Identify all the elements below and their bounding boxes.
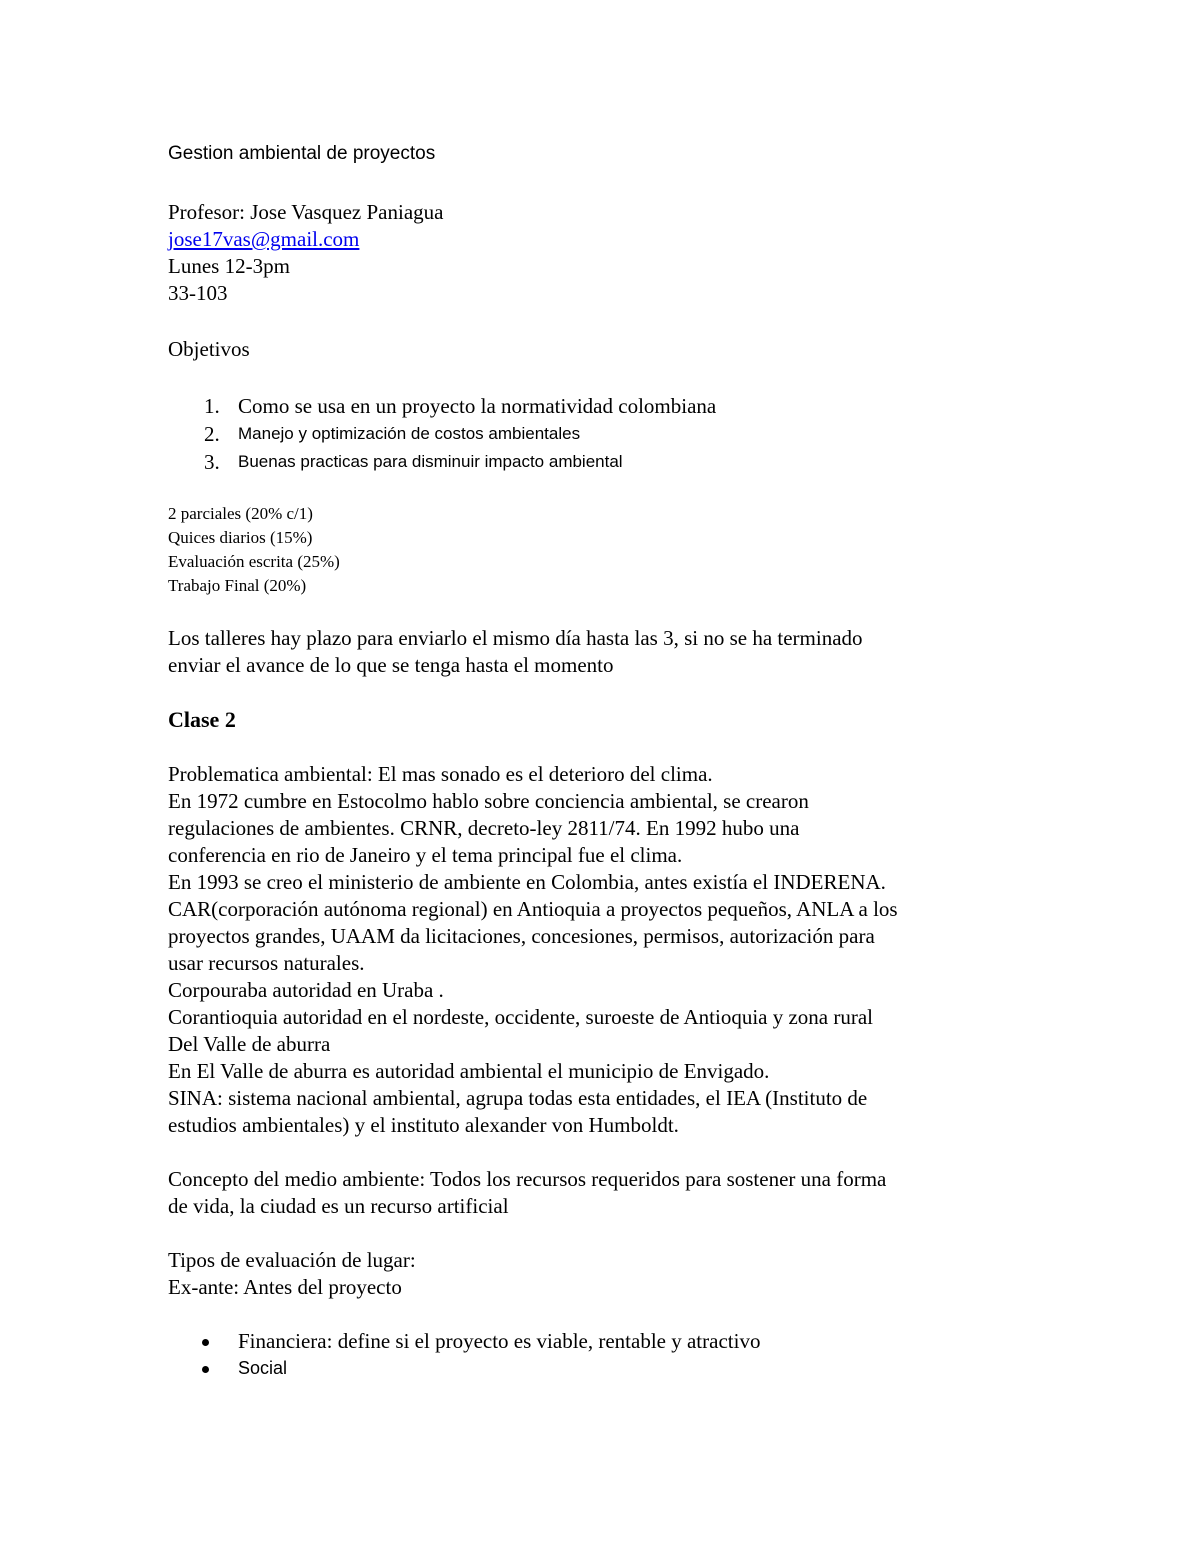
class2-line: Del Valle de aburra <box>168 1032 331 1056</box>
professor-line: Profesor: Jose Vasquez Paniagua <box>168 200 444 224</box>
document-title: Gestion ambiental de proyectos <box>168 143 436 164</box>
class2-line: CAR(corporación autónoma regional) en Antioquia a proyectos pequeños, ANLA a los <box>168 897 898 921</box>
objective-item <box>168 448 1048 476</box>
workshops-note <box>168 625 1048 679</box>
room: 33-103 <box>168 281 228 305</box>
professor-info <box>168 199 1048 307</box>
bullet-item <box>168 1328 1048 1355</box>
workshops-note-line: enviar el avance de lo que se tenga hasta el momento <box>168 653 614 677</box>
ex-ante-line: Ex-ante: Antes del proyecto <box>168 1275 402 1299</box>
schedule: Lunes 12-3pm <box>168 254 290 278</box>
workshops-note-line: Los talleres hay plazo para enviarlo el mismo día hasta las 3, si no se ha terminado <box>168 626 863 650</box>
grading-item: Trabajo Final (20%) <box>168 576 307 595</box>
concept-line: Concepto del medio ambiente: Todos los recursos requeridos para sostener una forma <box>168 1167 887 1191</box>
evaluation-bullets <box>168 1328 1048 1381</box>
document-content <box>168 140 1048 1381</box>
grading-item: Quices diarios (15%) <box>168 528 313 547</box>
class2-line: estudios ambientales) y el instituto alexander von Humboldt. <box>168 1113 679 1137</box>
objective-text: Como se usa en un proyecto la normatividad colombiana <box>238 394 717 418</box>
bullet-item <box>168 1355 1048 1381</box>
class2-line: Corantioquia autoridad en el nordeste, occidente, suroeste de Antioquia y zona rural <box>168 1005 874 1029</box>
class2-line: En 1993 se creo el ministerio de ambiente en Colombia, antes existía el INDERENA. <box>168 870 886 894</box>
objective-number: 3. <box>204 450 220 474</box>
class2-line: Corpouraba autoridad en Uraba . <box>168 978 444 1002</box>
class2-line: Problematica ambiental: El mas sonado es el deterioro del clima. <box>168 762 713 786</box>
class2-line: regulaciones de ambientes. CRNR, decreto-ley 2811/74. En 1992 hubo una <box>168 816 800 840</box>
objective-item <box>168 392 1048 420</box>
objective-text: Buenas practicas para disminuir impacto ambiental <box>238 452 623 471</box>
bullet-icon <box>202 1366 209 1373</box>
objective-number: 1. <box>204 394 220 418</box>
bullet-icon <box>202 1339 209 1346</box>
evaluation-heading: Tipos de evaluación de lugar: <box>168 1248 416 1272</box>
grading-item: Evaluación escrita (25%) <box>168 552 340 571</box>
bullet-text: Financiera: define si el proyecto es viable, rentable y atractivo <box>238 1329 761 1353</box>
objectives-heading: Objetivos <box>168 337 250 361</box>
class2-heading: Clase 2 <box>168 707 236 732</box>
email-link[interactable]: jose17vas@gmail.com <box>168 227 360 251</box>
grading-item: 2 parciales (20% c/1) <box>168 504 313 523</box>
class2-line: proyectos grandes, UAAM da licitaciones, concesiones, permisos, autorización para <box>168 924 875 948</box>
bullet-text: Social <box>238 1358 288 1378</box>
evaluation-section <box>168 1247 1048 1301</box>
class2-line: En 1972 cumbre en Estocolmo hablo sobre conciencia ambiental, se crearon <box>168 789 809 813</box>
class2-line: En El Valle de aburra es autoridad ambiental el municipio de Envigado. <box>168 1059 770 1083</box>
class2-line: usar recursos naturales. <box>168 951 365 975</box>
concept-line: de vida, la ciudad es un recurso artificial <box>168 1194 509 1218</box>
class2-body <box>168 761 1048 1139</box>
objectives-list <box>168 392 1048 476</box>
objective-number: 2. <box>204 422 220 446</box>
environment-concept <box>168 1166 1048 1220</box>
class2-line: SINA: sistema nacional ambiental, agrupa todas esta entidades, el IEA (Instituto de <box>168 1086 868 1110</box>
objective-text: Manejo y optimización de costos ambientales <box>238 424 581 443</box>
class2-line: conferencia en rio de Janeiro y el tema principal fue el clima. <box>168 843 683 867</box>
grading-list <box>168 502 1048 598</box>
objective-item <box>168 420 1048 448</box>
